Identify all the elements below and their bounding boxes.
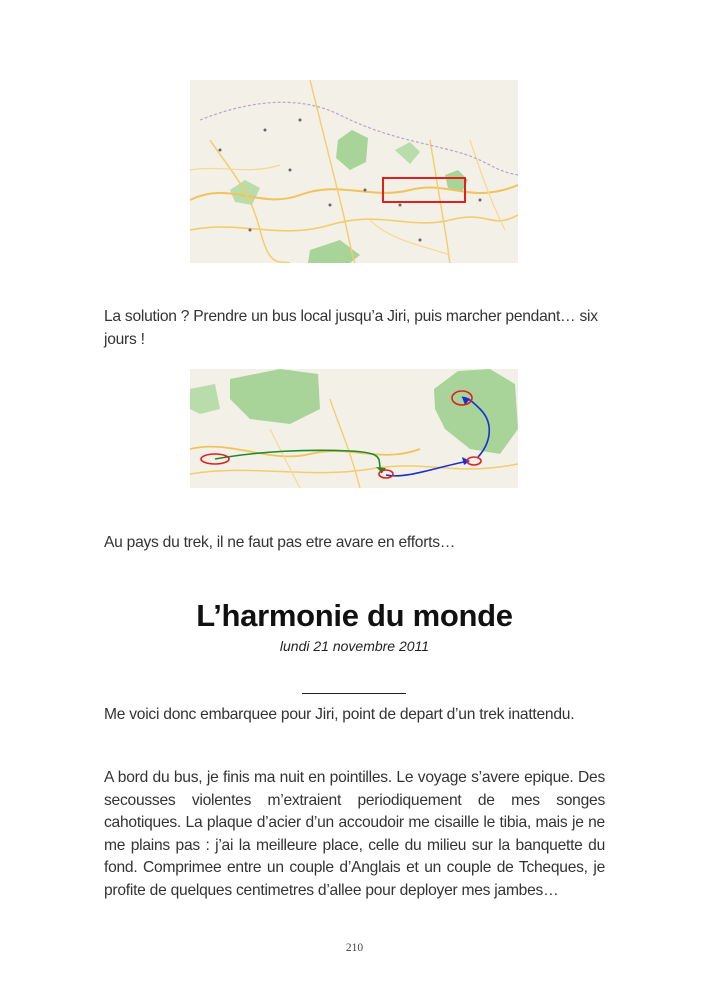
paragraph-solution: La solution ? Prendre un bus local jusqu’a Jiri, puis marcher pendant… six jours ! [104, 308, 598, 348]
paragraph-effort: Au pays du trek, il ne faut pas etre avare en efforts… [104, 534, 456, 551]
route-map-graphic [190, 369, 518, 488]
paragraph-departure: Me voici donc embarquee pour Jiri, point de depart d’un trek inattendu. [104, 706, 575, 723]
map-graphic [190, 80, 518, 263]
nepal-region-map [190, 80, 518, 263]
section-date: lundi 21 novembre 2011 [279, 638, 430, 654]
paragraph-bus: A bord du bus, je finis ma nuit en pointilles. Le voyage s’avere epique. Des secousses violentes m’extraient periodiquement de mes songes cahotiques. La plaque d’acier d’un accoudoir me cisaille le tibia, mais je ne me plains pas : j’ai la meilleure place, celle du milieu sur la banquette du fond. Comprimee entre un couple d’Anglais et un couple de Tcheques, je profite de quelques centimetres d’allee pour deployer mes jambes… [104, 769, 605, 899]
page-number: 210 [345, 942, 364, 954]
separator-line [302, 693, 406, 694]
trek-route-map [190, 369, 518, 488]
section-title: L’harmonie du monde [196, 598, 513, 633]
